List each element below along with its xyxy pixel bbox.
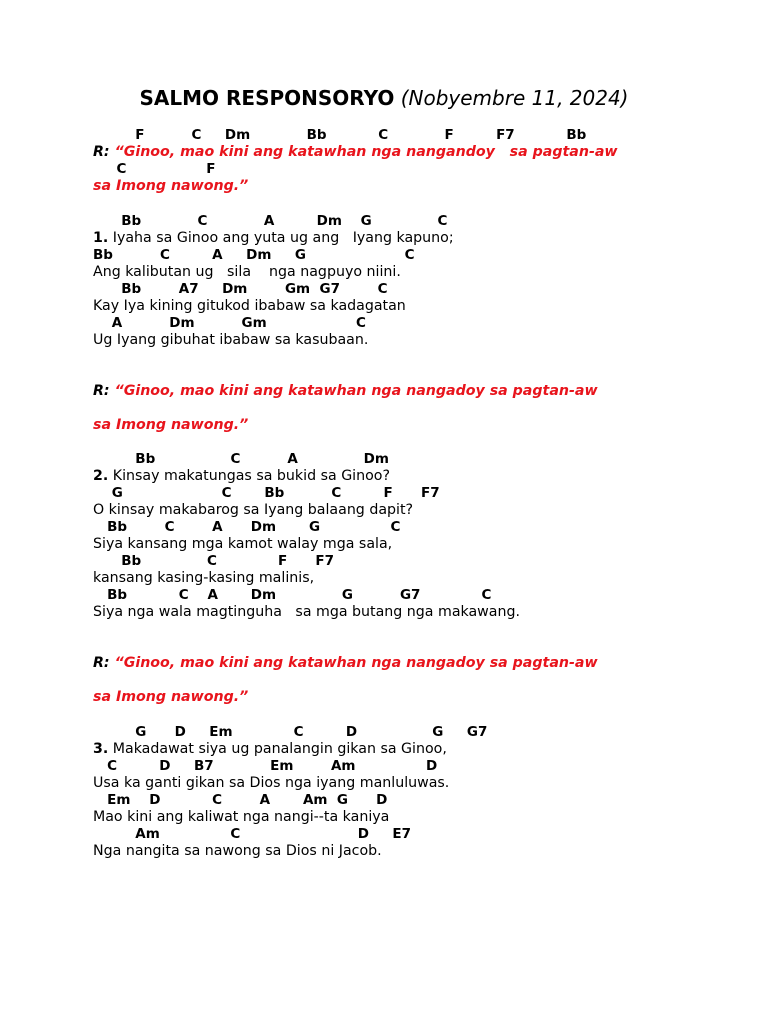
verse3-text-4: Nga nangita sa nawong sa Dios ni Jacob. — [93, 843, 382, 859]
verse1-text-4: Ug Iyang gibuhat ibabaw sa kasubaan. — [93, 332, 369, 348]
verse3-chords-2: C D B7 Em Am D — [93, 758, 438, 774]
refrain-repeat-1-text-2: sa Imong nawong.” — [93, 417, 249, 433]
verse2-chords-5: Bb C A Dm G G7 C — [93, 587, 492, 603]
verse1-text-2: Ang kalibutan ug sila nga nagpuyo niini. — [93, 264, 401, 280]
title-main: SALMO RESPONSORYO — [139, 86, 395, 110]
refrain-label: R: — [93, 655, 110, 671]
refrain-text-2: sa Imong nawong.” — [93, 178, 249, 194]
verse2-text-4: kansang kasing-kasing malinis, — [93, 570, 315, 586]
verse3-chords-1: G D Em C D G G7 — [93, 724, 488, 740]
verse1-chords-2: Bb C A Dm G C — [93, 247, 415, 263]
refrain-repeat-1-line-1 — [93, 383, 598, 400]
verse1-chords-1: Bb C A Dm G C — [93, 213, 448, 229]
verse2-text-5: Siya nga wala magtinguha sa mga butang nga makawang. — [93, 604, 520, 620]
refrain-repeat-2-line-1 — [93, 655, 598, 672]
verse2-chords-2: G C Bb C F F7 — [93, 485, 440, 501]
verse3-text-2: Usa ka ganti gikan sa Dios nga iyang manluluwas. — [93, 775, 450, 791]
verse3-chords-4: Am C D E7 — [93, 826, 412, 842]
verse2-text-3: Siya kansang mga kamot walay mga sala, — [93, 536, 393, 552]
verse3-line-1 — [93, 741, 447, 758]
verse3-text-1: Makadawat siya ug panalangin gikan sa Ginoo, — [108, 741, 447, 757]
refrain-text-1: “Ginoo, mao kini ang katawhan nga nangandoy sa pagtan-aw — [114, 144, 618, 160]
verse2-text-1: Kinsay makatungas sa bukid sa Ginoo? — [108, 468, 391, 484]
refrain-repeat-2-text-2: sa Imong nawong.” — [93, 689, 249, 705]
verse2-chords-3: Bb C A Dm G C — [93, 519, 401, 535]
verse1-number: 1. — [93, 230, 109, 246]
refrain-repeat-1-text-1: “Ginoo, mao kini ang katawhan nga nangadoy sa pagtan-aw — [114, 383, 598, 399]
verse3-text-3: Mao kini ang kaliwat nga nangi--ta kaniya — [93, 809, 390, 825]
verse2-number: 2. — [93, 468, 109, 484]
refrain-chords-1: F C Dm Bb C F F7 Bb — [93, 127, 587, 143]
page-title — [0, 86, 768, 110]
verse1-text-1: Iyaha sa Ginoo ang yuta ug ang Iyang kapuno; — [108, 230, 454, 246]
title-date: (Nobyembre 11, 2024) — [400, 86, 629, 110]
refrain-label: R: — [93, 383, 110, 399]
verse1-line-1 — [93, 230, 454, 247]
verse2-chords-1: Bb C A Dm — [93, 451, 389, 467]
verse2-chords-4: Bb C F F7 — [93, 553, 334, 569]
verse3-chords-3: Em D C A Am G D — [93, 792, 388, 808]
verse1-text-3: Kay Iya kining gitukod ibabaw sa kadagatan — [93, 298, 406, 314]
verse1-chords-3: Bb A7 Dm Gm G7 C — [93, 281, 388, 297]
refrain-repeat-2-text-1: “Ginoo, mao kini ang katawhan nga nangadoy sa pagtan-aw — [114, 655, 598, 671]
verse2-text-2: O kinsay makabarog sa Iyang balaang dapit? — [93, 502, 414, 518]
verse1-chords-4: A Dm Gm C — [93, 315, 366, 331]
verse2-line-1 — [93, 468, 390, 485]
verse3-number: 3. — [93, 741, 109, 757]
refrain-label: R: — [93, 144, 110, 160]
refrain-chords-2: C F — [93, 161, 216, 177]
refrain-line-1 — [93, 144, 618, 161]
